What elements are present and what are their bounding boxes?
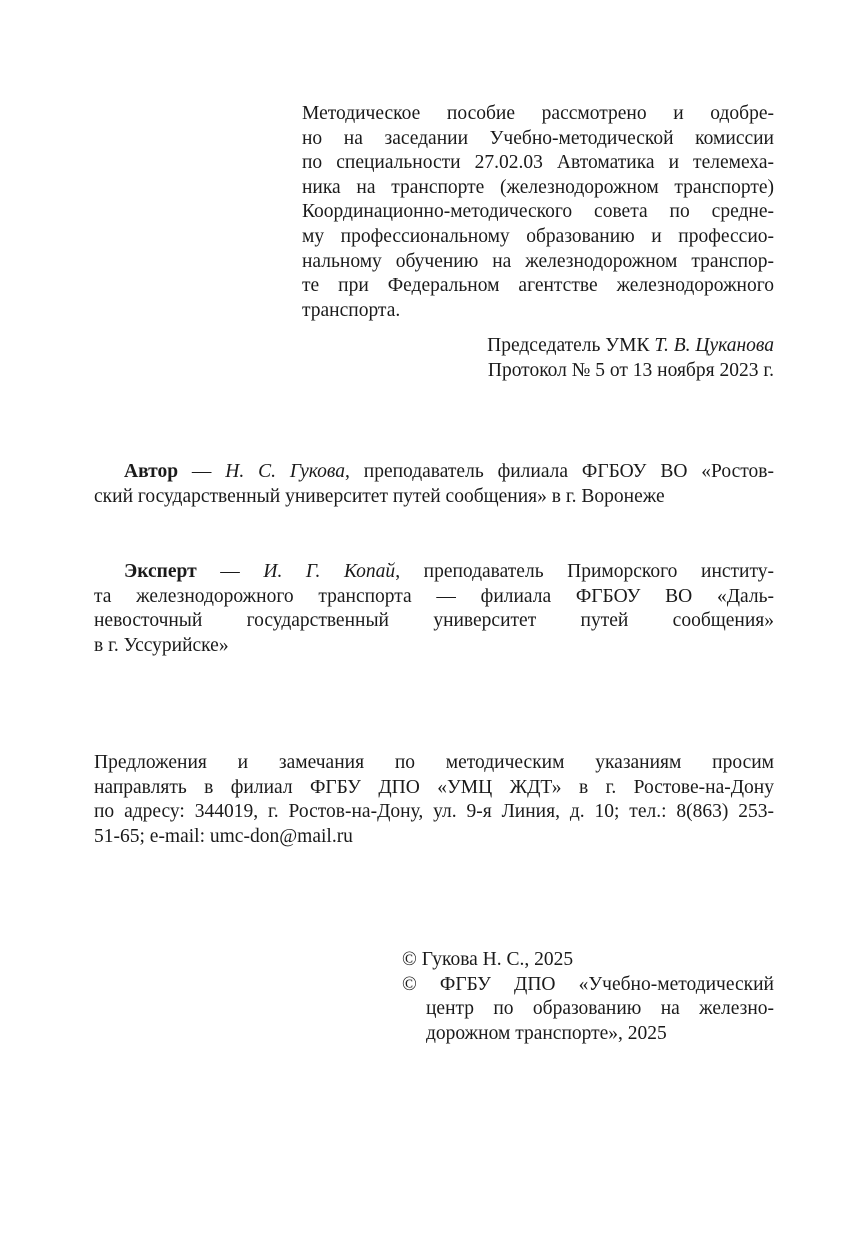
expert-role: Эксперт (124, 561, 197, 582)
proposals-line: по адресу: 344019, г. Ростов-на-Дону, ул. 9-я Линия, д. 10; тел.: 8(863) 253- (94, 801, 774, 823)
approval-line: но на заседании Учебно-методической комиссии (302, 127, 774, 149)
copyright-line: центр по образованию на железно- (426, 998, 774, 1020)
expert-info (94, 560, 774, 658)
author-line (94, 460, 774, 485)
approval-line: Методическое пособие рассмотрено и одобре- (302, 103, 774, 124)
expert-dash: — (196, 561, 264, 582)
chair-label: Председатель УМК (487, 335, 650, 356)
author-info (94, 460, 774, 509)
proposals-line: направлять в филиал ФГБУ ДПО «УМЦ ЖДТ» в г. Ростове-на-Дону (94, 776, 774, 798)
approval-line: ника на транспорте (железнодорожном транспорте) (302, 176, 774, 198)
approval-line: транспорта. (302, 299, 401, 321)
author-name: Н. С. Гукова (225, 461, 346, 482)
copyright-line: © Гукова Н. С., 2025 (402, 949, 574, 970)
approval-line: Координационно-методического совета по средне- (302, 201, 774, 223)
proposals-contact (94, 751, 774, 849)
expert-position: , преподаватель Приморского институ- (395, 561, 774, 582)
expert-line (94, 560, 774, 585)
copyright-line: дорожном транспорте», 2025 (426, 1022, 667, 1044)
chair-name: Т. В. Цуканова (654, 335, 774, 356)
approval-line: те при Федеральном агентстве железнодорожного (302, 275, 774, 297)
approval-line: по специальности 27.02.03 Автоматика и телемеха- (302, 152, 774, 174)
expert-line: невосточный государственный университет путей сообщения» (94, 610, 774, 632)
copyright-line: © ФГБУ ДПО «Учебно-методический (402, 973, 774, 995)
chair-row (487, 334, 774, 359)
approval-line: нальному обучению на железнодорожном транспор- (302, 250, 774, 272)
proposals-line: 51-65; e-mail: umc-don@mail.ru (94, 825, 353, 847)
expert-line: та железнодорожного транспорта — филиала ФГБОУ ВО «Даль- (94, 585, 774, 607)
expert-line: в г. Уссурийске» (94, 634, 229, 656)
protocol-info: Протокол № 5 от 13 ноября 2023 г. (487, 359, 774, 381)
copyright-notice (402, 948, 774, 1046)
author-dash: — (178, 461, 226, 482)
commission-signature (487, 334, 774, 383)
author-role: Автор (124, 461, 179, 482)
proposals-line: Предложения и замечания по методическим указаниям просим (94, 752, 774, 773)
author-line: ский государственный университет путей сообщения» в г. Воронеже (94, 485, 665, 507)
author-position: , преподаватель филиала ФГБОУ ВО «Ростов- (345, 461, 774, 482)
approval-statement (302, 102, 774, 323)
approval-line: му профессиональному образованию и профессио- (302, 225, 774, 247)
expert-name: И. Г. Копай (263, 561, 396, 582)
